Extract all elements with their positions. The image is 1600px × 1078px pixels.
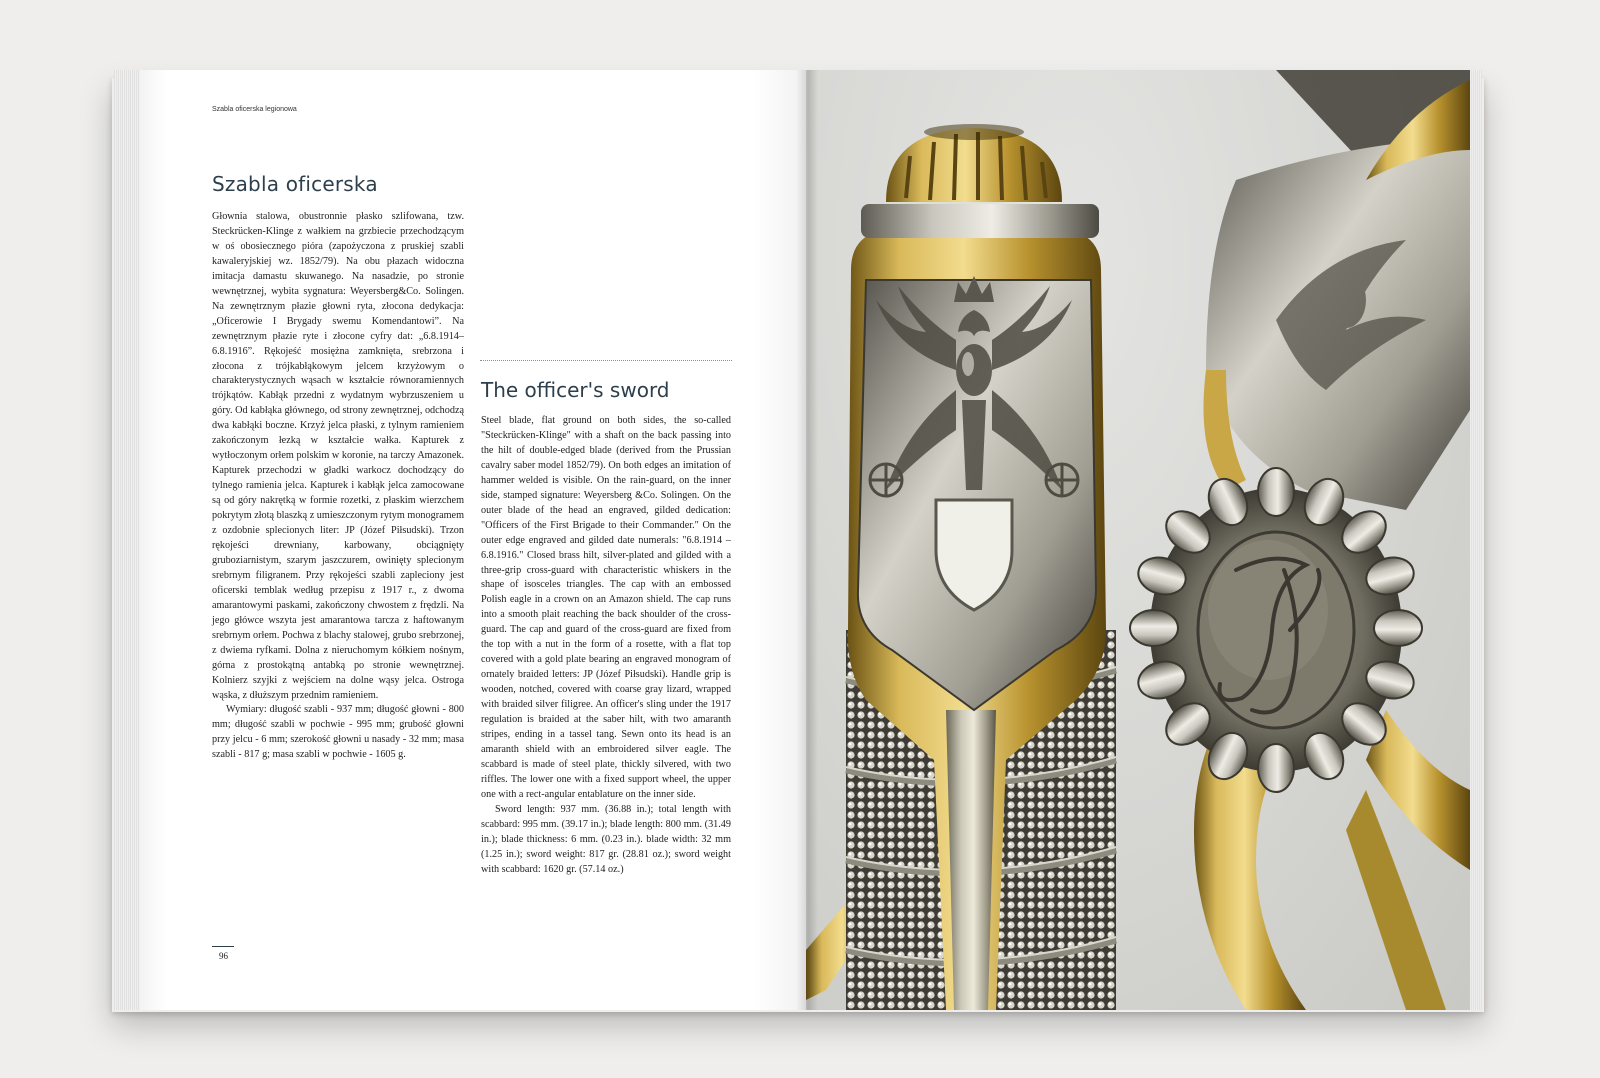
sword-hilt-illustration (806, 70, 1470, 1010)
polish-paragraph: Wymiary: długość szabli - 937 mm; długość głowni - 800 mm; długość szabli w pochwie - 995 mm; grubość głowni przy jelcu - 6 mm; szerokość głowni u nasady - 32 mm; masa szabli - 817 g; masa szabli w pochwie - 1605 g. (212, 704, 464, 761)
english-body (481, 414, 731, 878)
sword-hilt-photo (806, 70, 1470, 1010)
running-head: Szabla oficerska legionowa (212, 106, 297, 113)
english-title: The officer's sword (481, 378, 670, 402)
folio-rule (212, 946, 234, 947)
english-paragraph: Steel blade, flat ground on both sides, the so-called "Steckrücken-Klinge" with a shaft on the back passing into the hilt of double-edged blade (derived from the Prussian cavalry saber model 1852/79). On both edges an imitation of hammer welded is visible. On the rain-guard, on the inner side, stamped signature: Weyersberg &Co. Solingen. On the outer blade of the head an engraved, gilded dedication: "Officers of the First Brigade to their Commander." On the outer edge engraved and gilded date numerals: "6.8.1914 – 6.8.1916." Closed brass hilt, silver-plated and gilded with a three-grip cross-guard with characteristic whiskers in the shape of isosceles triangles. The cap with an embossed Polish eagle in a crown on an Amazon shield. The cap runs into a smooth plait reaching the back shoulder of the cross-guard. The cap and guard of the cross-guard are fixed from the top with a nut in the form of a rosette, with a flat top covered with a gold plate bearing an engraved monogram of ornately braided letters: JP (Józef Piłsudski). Handle grip is wooden, notched, covered with coarse gray lizard, wrapped with braided silver filigree. An officer's sling under the 1917 regulation is braided at the saber hilt, with two amaranth stripes, ending in a tassel tang. Sewn onto its head is an amaranth shield with an embroidered silver eagle. The scabbard is made of steel plate, thickly silvered, with two riffles. The lower one with a fixed support wheel, the upper one with a rect-angular entablature on the inner side. (481, 415, 731, 800)
left-page (140, 70, 806, 1010)
polish-paragraph: Głownia stalowa, obustronnie płasko szlifowana, tzw. Steckrücken-Klinge z wałkiem na grzbiecie przechodzącym w oś obosiecznego pióra (zapożyczona z pruskiej szabli kawaleryjskiej wz. 1852/79). Na obu płazach widoczna imitacja damastu skuwanego. Na nasadzie, po stronie wewnętrznej, wybita sygnatura: Weyersberg&Co. Solingen. Na zewnętrznym płazie głowni ryta, złocona dedykacja: „Oficerowie I Brygady swemu Komendantowi”. Na zewnętrznym płazie ryte i złocone cyfry dat: „6.8.1914–6.8.1916”. Rękojeść mosiężna zamknięta, srebrzona i złocona z trójkabłąkowym jelcem krzyżowym o charakterystycznych wąsach w kształcie równoramiennych trójkątów. Kabłąk przedni z wydatnym wybrzuszeniem u góry. Od kabłąka głównego, od strony zewnętrznej, odchodzą dwa kabłąki boczne. Krzyż jelca płaski, z tylnym ramieniem zakończonym łezką w kształcie wałka. Kapturek z wytłoczonym orłem polskim w koronie, na tarczy Amazonek. Kapturek przechodzi w gładki warkocz dochodzący do tylnego ramienia jelca. Kapturek i kabłąk jelca zamocowane są od góry nakrętką w formie rozetki, z płaskim wierzchem pokrytym złotą blaszką z umieszczonym rytym monogramem z ozdobnie splecionych liter: JP (Józef Piłsudski). Trzon rękojeści drewniany, karbowany, obciągnięty gruboziarnistym, szarym jaszczurem, owinięty splecionym srebrnym filigranem. Przy rękojeści szabli zapleciony jest oficerski temblak według przepisu z 1917 r., z dwoma amarantowymi paskami, zakończony chwostem z frędzli. Na jego główce wszyta jest amarantowa tarcza z haftowanym srebrnym orłem. Pochwa z blachy stalowej, grubo srebrzonej, z dwiema ryfkami. Dolna z nieruchomym kółkiem nośnym, górna z prostokątną antabką po stronie wewnętrznej. Kolnierz szyjki z wejściem na dolne wąsy jelca. Ostroga wąska, z dłuższym przednim ramieniem. (212, 211, 464, 701)
polish-body (212, 210, 464, 763)
english-paragraph: Sword length: 937 mm. (36.88 in.); total length with scabbard: 995 mm. (39.17 in.); blade length: 800 mm. (31.49 in.); blade thickness: 6 mm. (0.23 in.). blade width: 32 mm (1.25 in.); sword weight: 817 gr. (28.81 oz.); sword weight with scabbard: 1620 gr. (57.14 oz.) (481, 803, 731, 875)
dotted-divider (480, 360, 732, 361)
page-number: 96 (219, 951, 228, 961)
polish-title: Szabla oficerska (212, 172, 378, 196)
right-page (806, 70, 1470, 1010)
